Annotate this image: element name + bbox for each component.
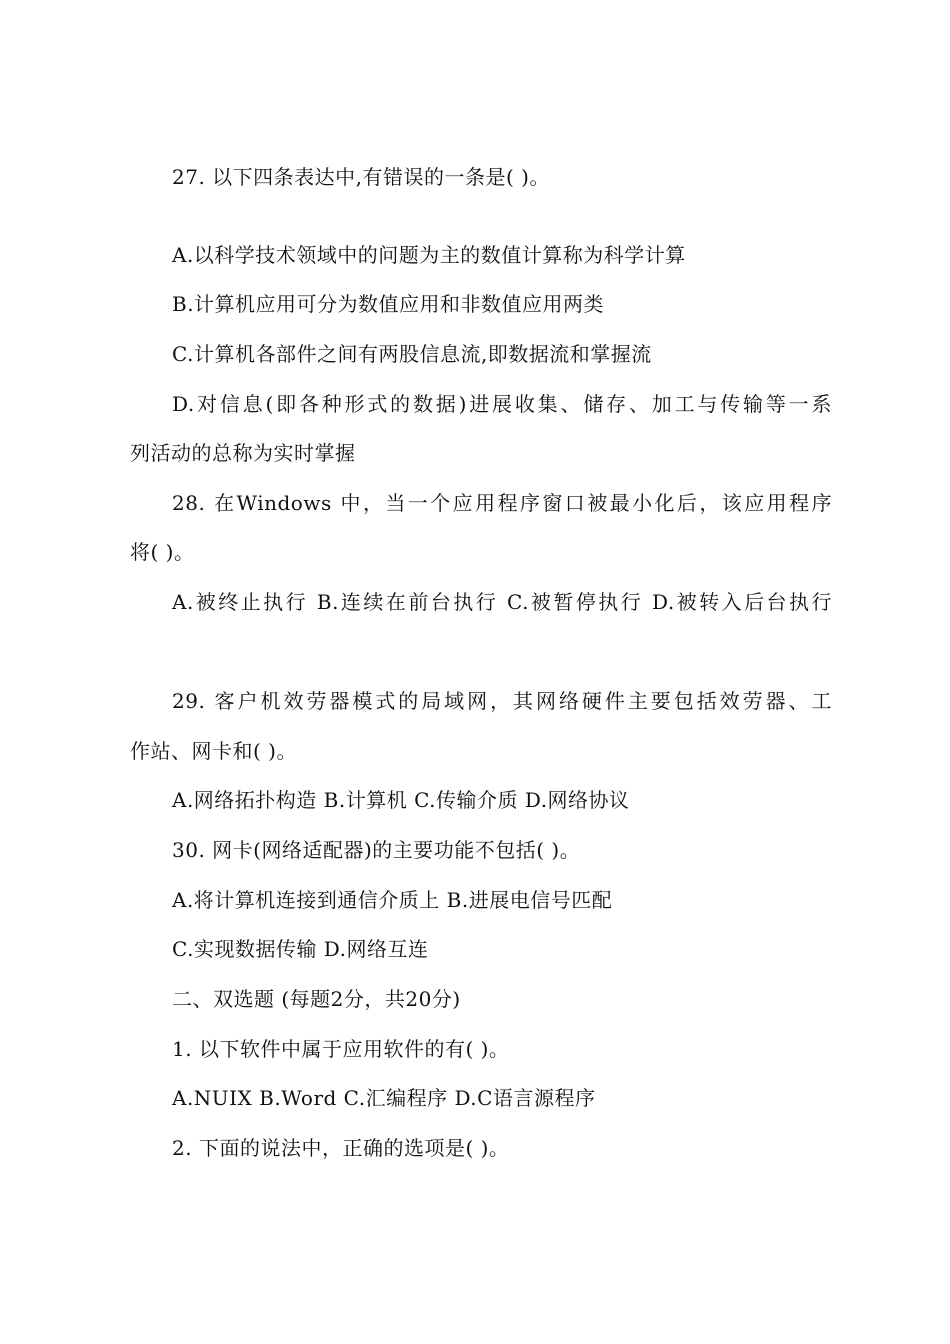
section-heading: 二、双选题 (每题2分，共20分) (172, 987, 461, 1011)
question-29-options: A.网络拓扑构造 B.计算机 C.传输介质 D.网络协议 (172, 788, 630, 812)
question-27-stem: 27. 以下四条表达中,有错误的一条是( )。 (172, 165, 550, 189)
question-1-stem: 1. 以下软件中属于应用软件的有( )。 (172, 1037, 510, 1061)
question-28-stem-continued: 将( )。 (130, 540, 195, 564)
question-27-option-d: D.对信息(即各种形式的数据)进展收集、储存、加工与传输等一系 (172, 392, 832, 416)
question-30-options-ab: A.将计算机连接到通信介质上 B.进展电信号匹配 (172, 888, 613, 912)
question-27-option-b: B.计算机应用可分为数值应用和非数值应用两类 (172, 292, 605, 316)
question-28-stem: 28. 在Windows 中，当一个应用程序窗口被最小化后，该应用程序 (172, 491, 832, 515)
question-30-stem: 30. 网卡(网络适配器)的主要功能不包括( )。 (172, 838, 581, 862)
question-27-option-c: C.计算机各部件之间有两股信息流,即数据流和掌握流 (172, 342, 652, 366)
question-29-stem: 29. 客户机效劳器模式的局域网，其网络硬件主要包括效劳器、工 (172, 689, 832, 713)
question-29-stem-continued: 作站、网卡和( )。 (130, 739, 297, 763)
question-27-option-a: A.以科学技术领域中的问题为主的数值计算称为科学计算 (172, 243, 686, 267)
question-1-options: A.NUIX B.Word C.汇编程序 D.C语言源程序 (172, 1086, 596, 1110)
question-27-option-d-continued: 列活动的总称为实时掌握 (130, 441, 356, 465)
question-30-options-cd: C.实现数据传输 D.网络互连 (172, 937, 429, 961)
question-28-options: A.被终止执行 B.连续在前台执行 C.被暂停执行 D.被转入后台执行 (172, 590, 832, 614)
question-2-stem: 2. 下面的说法中，正确的选项是( )。 (172, 1136, 510, 1160)
